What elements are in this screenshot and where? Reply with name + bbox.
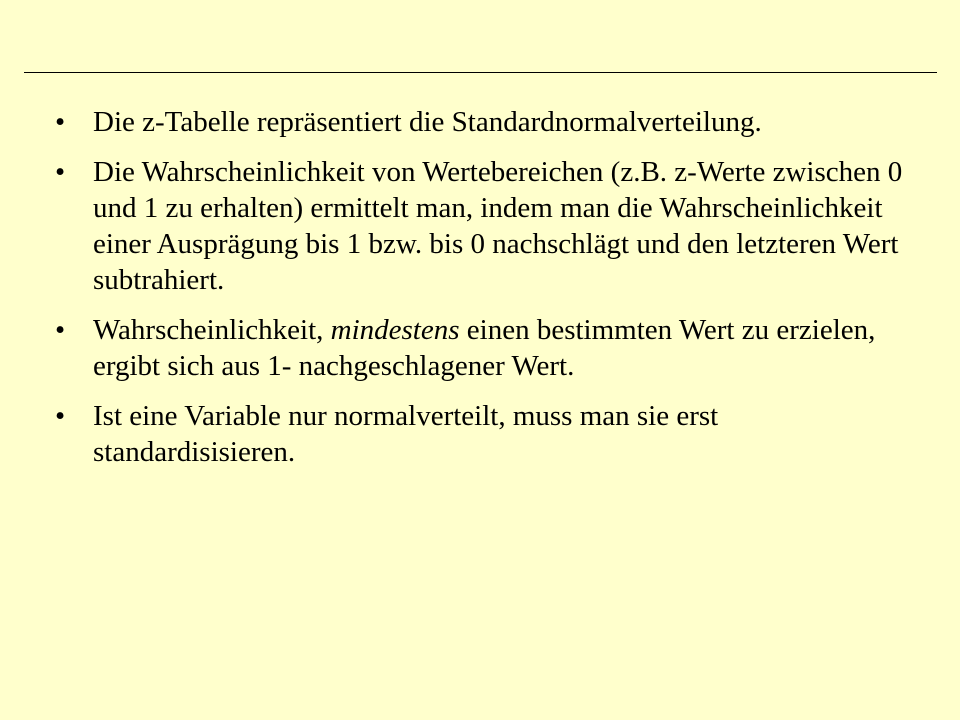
bullet-text-before: Wahrscheinlichkeit, (93, 314, 331, 346)
bullet-dot-icon: • (55, 400, 66, 432)
bullet-text: Die Wahrscheinlichkeit von Wertebereichen (z.B. z-Werte zwischen 0 und 1 zu erhalten) ermittelt man, indem man die Wahrscheinlichkeit einer Ausprägung bis 1 bzw. bis 0 nachschlägt und den letzteren Wert subtrahiert. (93, 156, 903, 296)
bullet-text-after: einen bestimmten Wert zu erzielen, ergibt sich aus 1- nachgeschlagener Wert. (93, 314, 876, 382)
bullet-dot-icon: • (55, 106, 66, 138)
bullet-text (93, 312, 915, 384)
bullet-item (55, 398, 915, 470)
bullet-text: Ist eine Variable nur normalverteilt, muss man sie erst standardisisieren. (93, 400, 719, 468)
bullet-text-italic: mindestens (330, 314, 460, 346)
bullet-item (55, 312, 915, 384)
bullet-dot-icon: • (55, 156, 66, 188)
bullet-item (55, 104, 915, 140)
bullet-list (55, 104, 915, 484)
bullet-dot-icon: • (55, 314, 66, 346)
bullet-text: Die z-Tabelle repräsentiert die Standardnormalverteilung. (93, 106, 762, 138)
bullet-item (55, 154, 915, 298)
title-divider-line (24, 72, 937, 73)
